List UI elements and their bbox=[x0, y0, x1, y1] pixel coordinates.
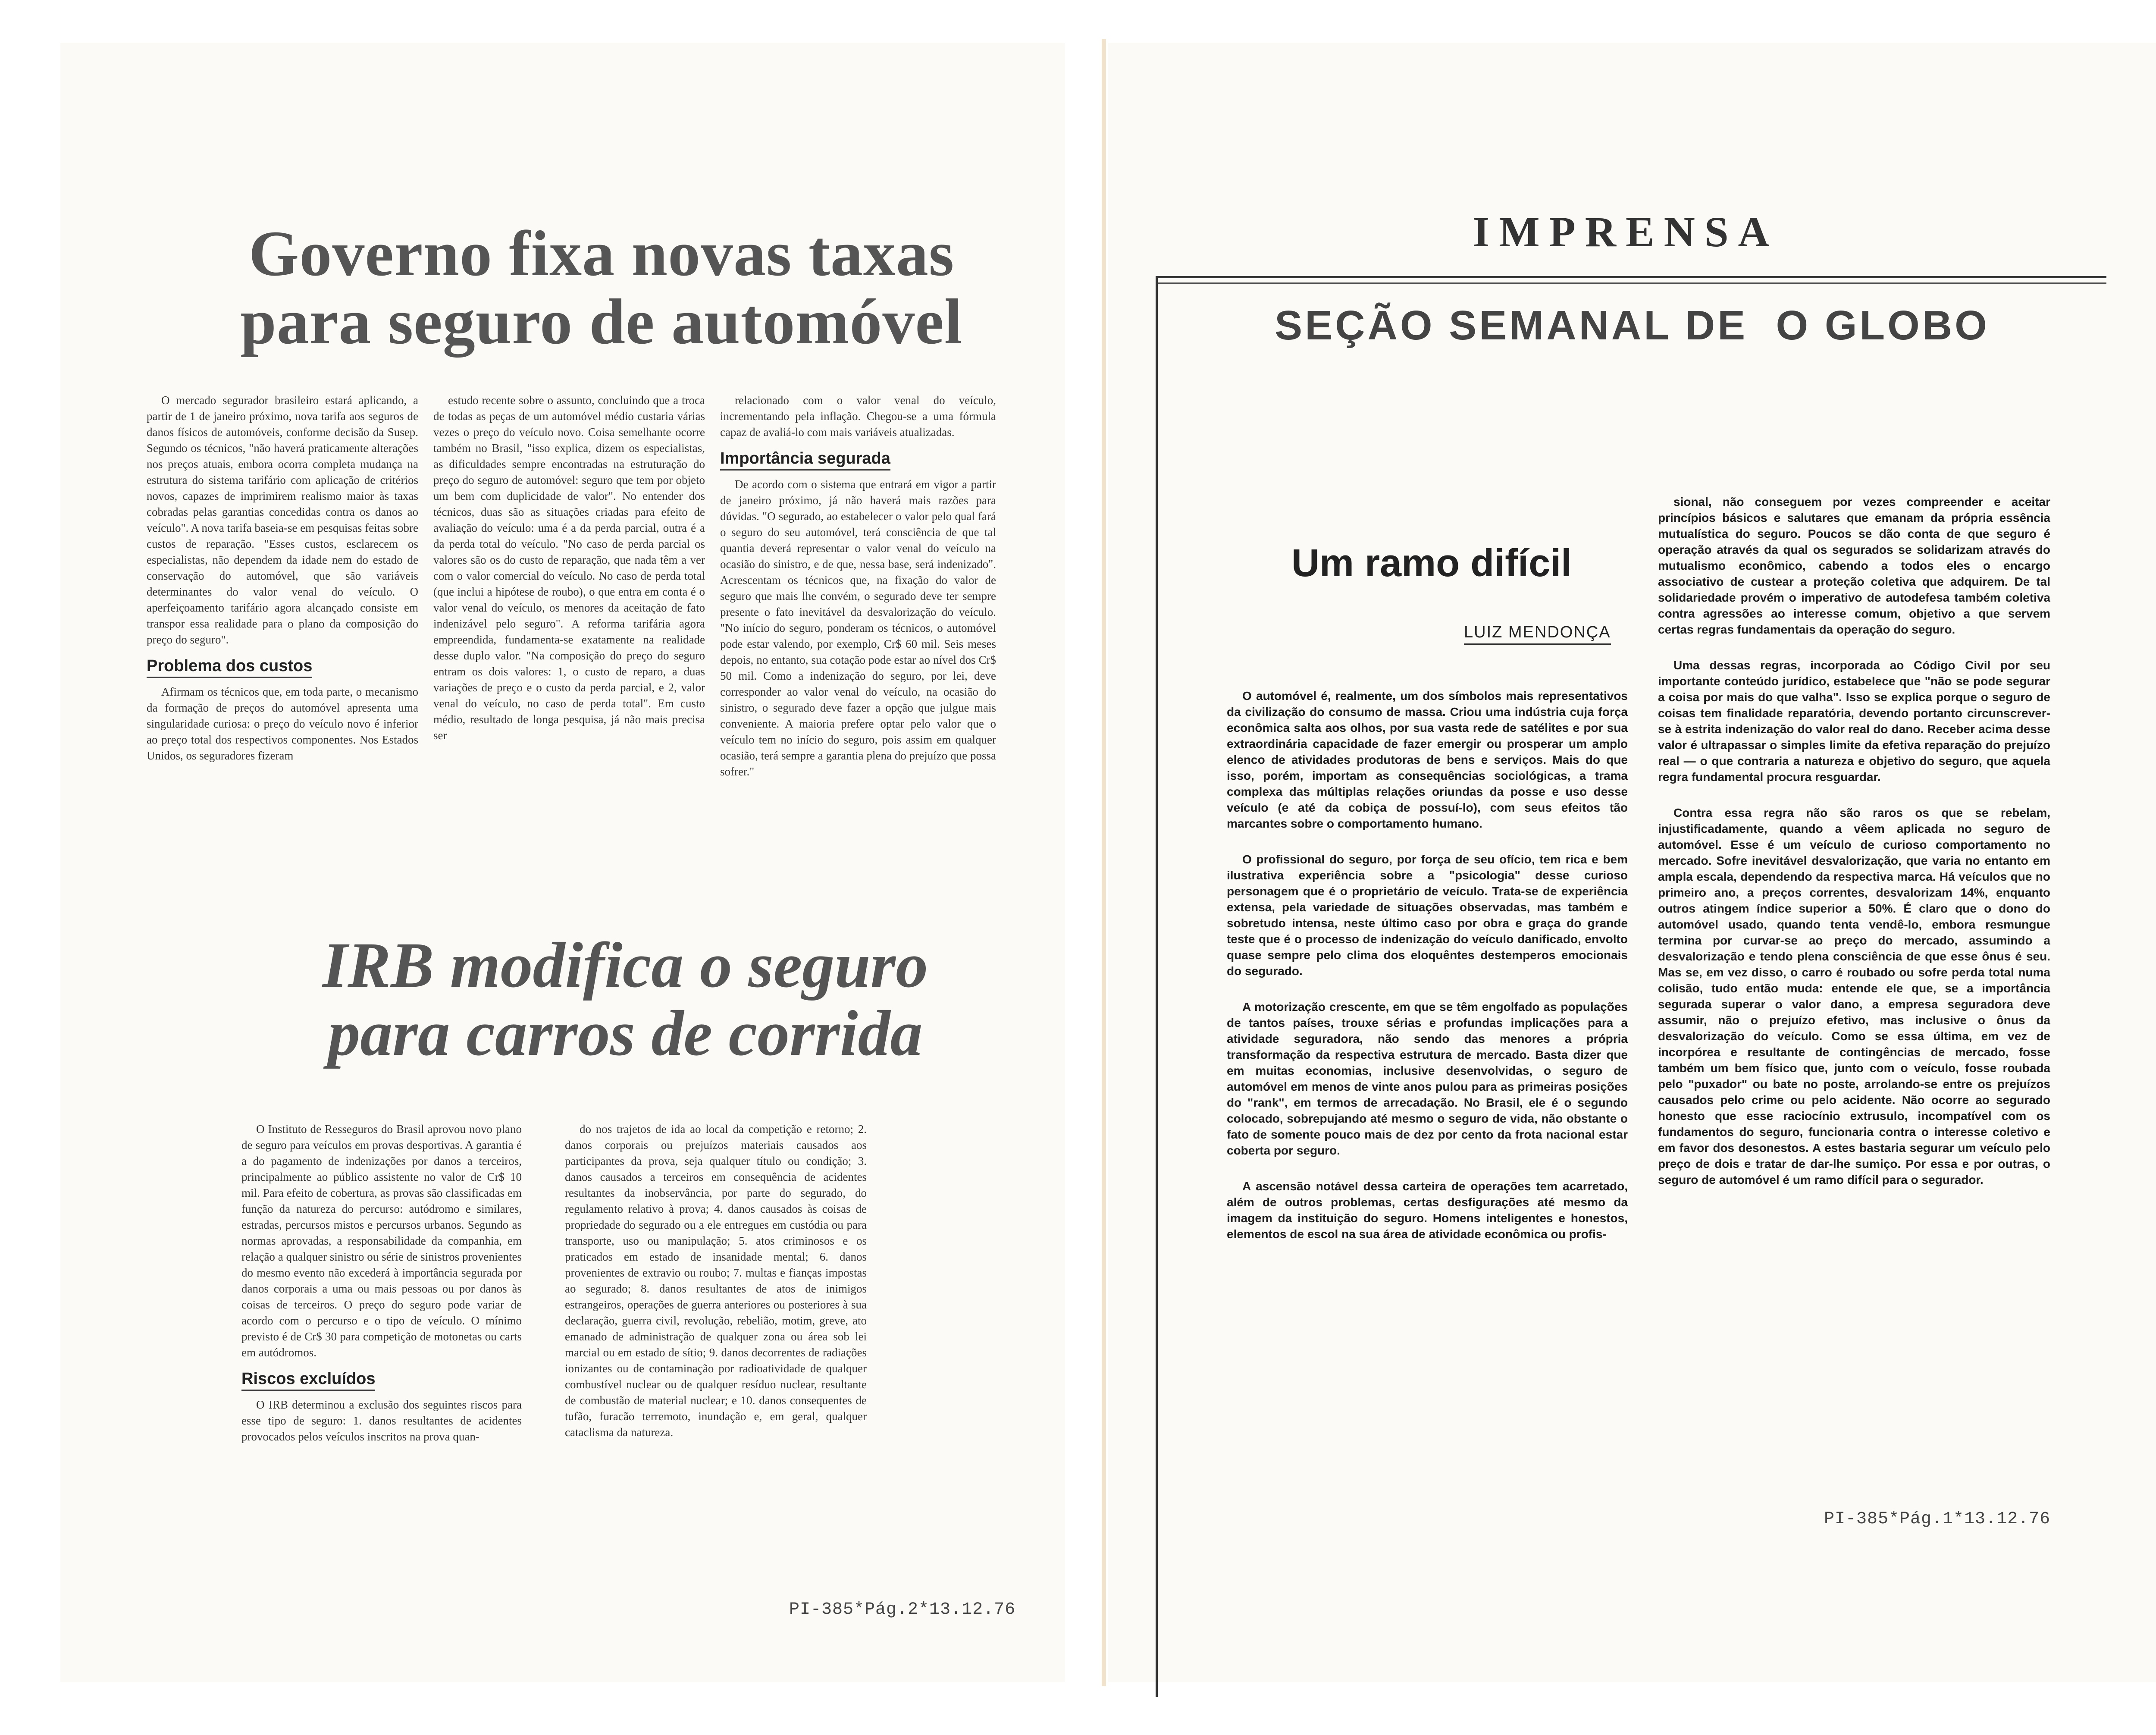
page-spine bbox=[1102, 39, 1106, 1686]
paragraph: A motorização crescente, em que se têm engolfado as populações de tantos países, trouxe sérias e profundas implicações para a atividade seguradora, não sendo das menores a própria transformação da respectiva estrutura de mercado. Basta dizer que em muitas economias, inclusive desenvolvidas, o seguro de automóvel em menos de vinte anos pulou para as primeiras posições do "rank", em termos de arrecadação. No Brasil, ele é o segundo colocado, sobrepujando até mesmo o seguro de vida, não obstante o fato de somente pouco mais de dez por cento da frota nacional estar coberta por seguro. bbox=[1227, 1000, 1628, 1157]
article-column-3 bbox=[720, 392, 996, 888]
article-irb-modifica-seguro bbox=[241, 929, 1009, 1570]
paragraph: Uma dessas regras, incorporada ao Código Civil por seu importante conteúdo jurídico, estabelece que "não se pode segurar a coisa por mais do que valha". Isso se explica porque o seguro de coisas tem finalidade reparatória, devendo portanto circunscrever-se à estrita indenização do valor real do dano. Receber acima desse valor é ultrapassar o simples limite da efetiva reparação do prejuízo real — o que contraria a natureza e objetivo do seguro, que aquela regra fundamental procura resguardar. bbox=[1658, 659, 2050, 784]
article-column-1 bbox=[1227, 688, 1628, 1550]
column-text: O Instituto de Resseguros do Brasil aprovou novo plano de seguro para veículos em provas desportivas. A garantia é a do pagamento de indenizações por danos a terceiros, principalmente ao público assistente no valor de Cr$ 10 mil. Para efeito de cobertura, as provas são classificadas em função da natureza do percurso: autódromo e similares, estradas, percursos mistos e percursos urbanos. Segundo as normas aprovadas, a responsabilidade da companhia, em relação a qualquer sinistro ou série de sinistros provenientes do mesmo evento não excederá à importância segurada por danos corporais a uma ou mais pessoas ou por danos às coisas de terceiros. O preço do seguro pode variar de acordo com o percurso e o tipo de veículo. O mínimo previsto é de Cr$ 30 para competição de motonetas ou carts em autódromos. bbox=[241, 1123, 522, 1359]
column-text: relacionado com o valor venal do veículo, incrementando pela inflação. Chegou-se a uma fórmula capaz de avaliá-lo com mais variáveis atualizadas. bbox=[720, 394, 996, 439]
headline-line-2: para seguro de automóvel bbox=[240, 286, 963, 358]
byline: LUIZ MENDONÇA bbox=[1464, 623, 1611, 645]
paragraph: O profissional do seguro, por força de seu ofício, tem rica e bem ilustrativa experiência sobre a "psicologia" desse curioso personagem que é o proprietário de veículo. Trata-se de experiência extensa, pela variedade de situações observadas, mas também e sobretudo intensa, neste último caso por obra e graça do grande teste que é o processo de indenização do veículo danificado, envolto quase sempre pelo clima dos eloquêntes destemperos emocionais do segurado. bbox=[1227, 853, 1628, 978]
banner-o-globo: SEÇÃO SEMANAL DE O GLOBO bbox=[1275, 302, 1990, 348]
left-page bbox=[60, 43, 1065, 1682]
page-footer: PI-385*Pág.1*13.12.76 bbox=[1824, 1509, 2051, 1529]
paragraph: O automóvel é, realmente, um dos símbolos mais representativos da civilização do consumo de massa. Criou uma indústria cuja força econômica salta aos olhos, por sua vasta rede de satélites e por sua extraordinária capacidade de fazer emergir ou prosperar um amplo elenco de atividades produtoras de bens e serviços. Mais do que isso, porém, importam as consequências sociológicas, a trama complexa das múltiplas relações oriundas da posse e uso desse veículo (e até da cobiça de possuí-lo), com seus efeitos tão marcantes sobre o comportamento humano. bbox=[1227, 689, 1628, 830]
column-text: De acordo com o sistema que entrará em vigor a partir de janeiro próximo, já não haverá mais razões para dúvidas. "O segurado, ao estabelecer o valor pelo qual fará o seguro do seu automóvel, terá consciência de que tal quantia deverá representar o valor venal do veículo na ocasião do sinistro, e de que, nessa base, será indenizado". Acrescentam os técnicos que, na fixação do valor de seguro que mais lhe convém, o segurado deve ter sempre presente o fato inevitável da desvalorização do veículo. "No início do seguro, ponderam os técnicos, o automóvel pode estar valendo, por exemplo, Cr$ 60 mil. Seis meses depois, no entanto, sua cotação pode estar ao nível dos Cr$ 50 mil. Como a indenização do seguro, por lei, deve corresponder ao valor venal do veículo, na ocasião do sinistro, o segurado deve fazer a opção que julgue mais conveniente. A maioria prefere optar pelo valor que o veículo tem no início do seguro, pois assim em qualquer ocasião, terá sempre a garantia plena do prejuízo que possa sofrer." bbox=[720, 478, 996, 778]
subhead-riscos-excluidos: Riscos excluídos bbox=[241, 1371, 375, 1391]
paragraph: sional, não conseguem por vezes compreender e aceitar princípios básicos e salutares que emanam da própria essência mutualística do seguro. Poucos se dão conta de que seguro é operação através da qual os segurados se solidarizam através do mutualismo econômico, cabendo a todos eles o encargo associativo de custear a proteção coletiva que adquirem. De tal solidariedade provém o imperativo de autodefesa também coletiva contra agressões ao interesse comum, objetivo a que servem certas regras fundamentais da operação do seguro. bbox=[1658, 495, 2050, 636]
column-text: O mercado segurador brasileiro estará aplicando, a partir de 1 de janeiro próximo, nova tarifa aos seguros de danos físicos de automóveis, conforme decisão da Susep. Segundo os técnicos, "não haverá praticamente alterações nos preços atuais, embora ocorra completa mudança na estrutura do sistema tarifário com aplicação de critérios novos, capazes de imprimirem realismo maior às taxas cobradas pelas garantias concedidas contra os danos ao veículo". A nova tarifa baseia-se em pesquisas feitas sobre custos de reparação. "Esses custos, esclarecem os especialistas, não dependem da idade nem do estado de conservação do automóvel, que são variáveis determinantes do valor venal do veículo. O aperfeiçoamento tarifário agora alcançado consiste em transpor essa realidade para o plano da composição do preço do seguro". bbox=[147, 394, 418, 646]
column-text: Afirmam os técnicos que, em toda parte, o mecanismo da formação de preços do automóvel apresenta uma singularidade curiosa: o preço do veículo novo é inferior ao preço total dos respectivos componentes. Nos Estados Unidos, os seguradores fizeram bbox=[147, 685, 418, 762]
article-column-2 bbox=[1658, 494, 2050, 1572]
right-page bbox=[1108, 43, 2156, 1682]
banner-rule bbox=[1158, 282, 2106, 284]
paragraph: Contra essa regra não são raros os que se rebelam, injustificadamente, quando a vêem aplicada no seguro de automóvel. Esse é um veículo de curioso comportamento no mercado. Sofre inevitável desvalorização, que varia no entanto em ampla escala, dependendo da respectiva marca. Há veículos que no primeiro ano, a preços correntes, desvalorizam 14%, enquanto outros atingem índice superior a 50%. É claro que o dono do automóvel usado, quando tenta vendê-lo, embora resmungue termina por curvar-se ao preço do mercado, assumindo a desvalorização e tendo plena consciência de que esse ônus é seu. Mas se, em vez disso, o carro é roubado ou sofre perda total numa colisão, tudo então muda: entende ele que, se a importância segurada superar o valor dano, a empresa seguradora deve assumir, não o prejuízo efetivo, mas inclusive o ônus da desvalorização do veículo. Como se essa última, em vez de incorpórea e resultante de contingências de mercado, fosse também um bem físico que, junto com o veículo, fosse roubada pelo "puxador" ou bate no poste, arrolando-se entre os prejuízos causados pelo crime ou pelo acidente. Não ocorre ao segurado honesto que esse raciocínio extrusulo, incompatível com os fundamentos do seguro, funcionaria contra o interesse coletivo e em favor dos desonestos. A estes bastaria segurar um veículo pelo preço de dois e tratar de dar-lhe sumiço. Por essa e por outras, o seguro de automóvel é um ramo difícil para o segurador. bbox=[1658, 806, 2050, 1186]
article-governo-fixa-taxas bbox=[147, 173, 1056, 897]
section-title: IMPRENSA bbox=[1473, 208, 1779, 256]
headline-line-1: Governo fixa novas taxas bbox=[248, 218, 955, 289]
o-globo-box bbox=[1156, 276, 2106, 1697]
subhead-problema-custos: Problema dos custos bbox=[147, 658, 312, 678]
article-headline: Um ramo difícil bbox=[1291, 542, 1572, 585]
subhead-importancia-segurada: Importância segurada bbox=[720, 451, 890, 471]
paragraph: A ascensão notável dessa carteira de operações tem acarretado, além de outros problemas, certas desfigurações até mesmo da imagem da instituição do seguro. Homens inteligentes e honestos, elementos de escol na sua área de atividade econômica ou profis- bbox=[1227, 1180, 1628, 1241]
column-text: O IRB determinou a exclusão dos seguintes riscos para esse tipo de seguro: 1. danos resultantes de acidentes provocados pelos veículos inscritos na prova quan- bbox=[241, 1398, 522, 1443]
article-column-1 bbox=[241, 1121, 522, 1566]
headline-line-1: IRB modifica o seguro bbox=[322, 929, 928, 1001]
headline-line-2: para carros de corrida bbox=[328, 997, 923, 1069]
article-column-1 bbox=[147, 392, 418, 888]
article-column-2 bbox=[565, 1121, 867, 1566]
article-column-2 bbox=[433, 392, 705, 888]
column-text: do nos trajetos de ida ao local da competição e retorno; 2. danos corporais ou prejuízos materiais causados aos participantes da prova, seja qualquer título ou condição; 3. danos causados a terceiros em consequência de acidentes resultantes da inobservância, por parte do segurado, do regulamento relativo à prova; 4. danos causados às coisas de propriedade do segurado ou a ele entregues em custódia ou para transporte, uso ou manipulação; 5. atos criminosos e os praticados em estado de insanidade mental; 6. danos provenientes de extravio ou roubo; 7. multas e fianças impostas ao segurado; 8. danos resultantes de atos de inimigos estrangeiros, operações de guerra anteriores ou posteriores à sua declaração, guerra civil, revolução, rebelião, motim, greve, ato emanado de administração de qualquer zona ou área sob lei marcial ou em estado de sítio; 9. danos decorrentes de radiações ionizantes ou de contaminação por radioatividade de qualquer combustível nuclear ou de qualquer resíduo nuclear, resultante de combustão de material nuclear; e 10. danos consequentes de tufão, furacão terremoto, inundação e, em geral, qualquer cataclisma da natureza. bbox=[565, 1123, 867, 1439]
page-footer: PI-385*Pág.2*13.12.76 bbox=[789, 1600, 1016, 1619]
column-text: estudo recente sobre o assunto, concluindo que a troca de todas as peças de um automóvel médio custaria várias vezes o preço do veículo novo. Coisa semelhante ocorre também no Brasil, "isso explica, dizem os especialistas, as dificuldades sempre encontradas na estruturação do preço do seguro de automóvel: seguro que tem por objeto um bem com duplicidade de valor". No entender dos técnicos, duas são as situações criadas para efeito de avaliação do veículo: uma é a da perda parcial, outra é a da perda total do veículo. "No caso de perda parcial os valores são os do custo de reparação, que nada têm a ver com o valor comercial do veículo. No caso de perda total (que inclui a hipótese de roubo), o que entra em conta é o valor venal do veículo, os menores da aceitação de fato indenizável pelo seguro". A reforma tarifária agora empreendida, fundamenta-se exatamente na realidade desse duplo valor. "Na composição do preço do seguro entram os dois valores: 1, o custo de reparo, a duas variações de preço e o custo da perda parcial, e 2, valor venal do veículo, no caso de perda total". Em custo médio, resultado de longa pesquisa, já não mais precisa ser bbox=[433, 394, 705, 742]
